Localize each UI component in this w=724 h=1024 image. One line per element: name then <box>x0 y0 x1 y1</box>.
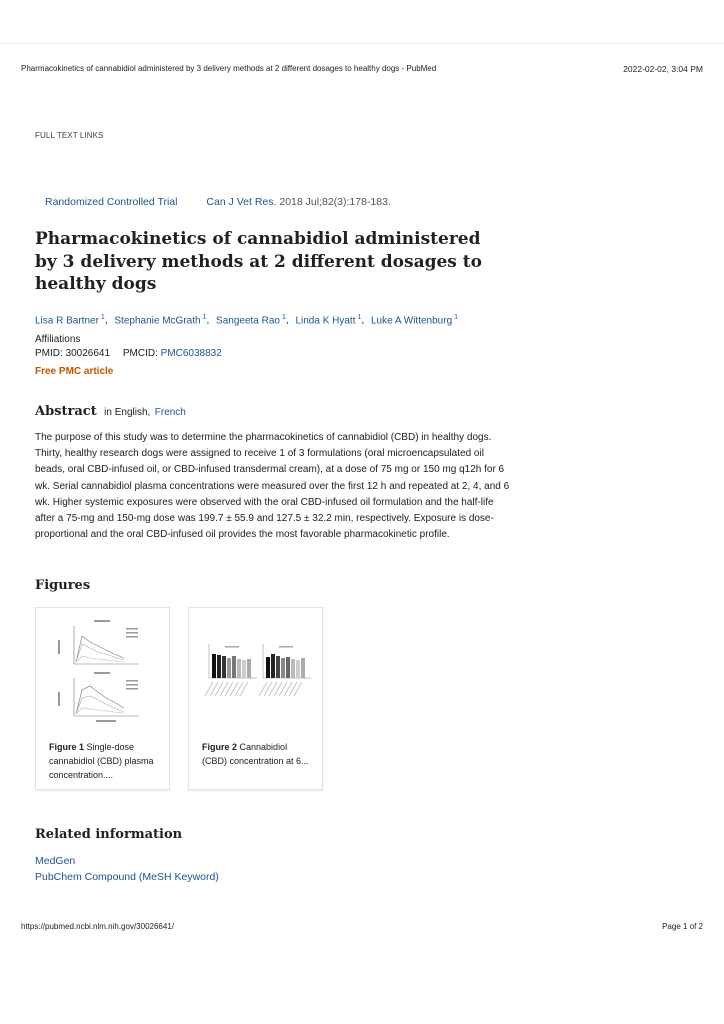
publication-type-link[interactable]: Randomized Controlled Trial <box>45 196 178 208</box>
top-divider <box>0 43 724 44</box>
abstract-title: Abstract <box>35 404 97 419</box>
french-abstract-link[interactable]: French <box>154 407 186 418</box>
author-list: Lisa R Bartner $^1$, Stephanie McGrath $^1$, Sangeeta Rao $^1$, Linda K Hyatt $^1$, Luke A Wittenburg $^1$ <box>35 314 459 327</box>
author-affiliation-sup[interactable]: 1 <box>100 314 105 321</box>
figure-1-caption-text: Single-dose cannabidiol (CBD) plasma concentration.... <box>49 742 154 780</box>
figure-1-thumbnail <box>44 614 161 732</box>
author-affiliation-sup[interactable]: 1 <box>357 314 362 321</box>
print-url: https://pubmed.ncbi.nlm.nih.gov/30026641/ <box>21 922 174 931</box>
author-link[interactable]: Luke A Wittenburg <box>370 315 453 327</box>
medgen-link[interactable]: MedGen <box>35 855 76 867</box>
author-link[interactable]: Linda K Hyatt <box>295 315 356 327</box>
author-affiliation-sup[interactable]: 1 <box>281 314 286 321</box>
author-link[interactable]: Stephanie McGrath <box>114 315 201 327</box>
abstract-heading <box>35 402 186 420</box>
full-text-links-label: FULL TEXT LINKS <box>35 131 104 140</box>
journal-link[interactable]: Can J Vet Res. <box>206 196 277 208</box>
article-ids <box>35 348 222 360</box>
print-header <box>21 64 703 74</box>
author-affiliation-sup[interactable]: 1 <box>454 314 459 321</box>
figure-card-1[interactable] <box>35 607 170 790</box>
pmid-label: PMID: <box>35 348 63 359</box>
author-link[interactable]: Sangeeta Rao <box>216 315 280 327</box>
pmcid-link[interactable]: PMC6038832 <box>160 348 222 359</box>
pmcid-label: PMCID: <box>122 348 158 359</box>
print-page-number: Page 1 of 2 <box>662 922 703 931</box>
related-information-heading: Related information <box>35 827 183 842</box>
pubchem-compound-link[interactable]: PubChem Compound (MeSH Keyword) <box>35 871 219 883</box>
figure-2-thumbnail <box>197 614 314 732</box>
citation-row <box>45 196 391 209</box>
print-timestamp: 2022-02-02, 3:04 PM <box>623 64 703 74</box>
figure-1-label: Figure 1 <box>49 742 85 752</box>
figure-2-label: Figure 2 <box>202 742 238 752</box>
figure-card-2[interactable] <box>188 607 323 790</box>
author-affiliation-sup[interactable]: 1 <box>202 314 207 321</box>
article-title: Pharmacokinetics of cannabidiol administered by 3 delivery methods at 2 different dosages to healthy dogs <box>35 229 482 294</box>
citation-date: 2018 Jul;82(3):178-183. <box>279 196 391 208</box>
free-pmc-badge: Free PMC article <box>35 366 114 377</box>
figures-heading: Figures <box>35 578 91 593</box>
affiliations-toggle[interactable]: Affiliations <box>35 334 81 345</box>
abstract-text: The purpose of this study was to determine the pharmacokinetics of cannabidiol (CBD) in healthy dogs. Thirty, healthy research dogs were assigned to receive 1 of 3 formulations (oral microencapsulated oil beads, oral CBD-infused oil, or CBD-infused transdermal cream), at a dose of 75 mg or 150 mg q12h for 6 wk. Serial cannabidiol plasma concentrations were measured over the first 12 h and repeated at 2, 4, and 6 wk. Higher systemic exposures were observed with the oral CBD-infused oil formulation and the half-life after a 75-mg and 150-mg dose was 199.7 ± 55.9 and 127.5 ± 32.2 min, respectively. Exposure is dose-proportional and the oral CBD-infused oil provides the most favorable pharmacokinetic profile. <box>35 432 510 541</box>
abstract-language: in English, <box>104 407 151 418</box>
print-footer <box>21 922 703 931</box>
figure-1-caption <box>49 740 161 782</box>
print-page-title: Pharmacokinetics of cannabidiol administered by 3 delivery methods at 2 different dosages to healthy dogs - PubMed <box>21 64 437 73</box>
figure-2-caption <box>202 740 314 768</box>
pmid-value: 30026641 <box>65 348 111 359</box>
figure-2-caption-text: Cannabidiol (CBD) concentration at 6... <box>202 742 309 766</box>
author-link[interactable]: Lisa R Bartner <box>35 315 99 327</box>
